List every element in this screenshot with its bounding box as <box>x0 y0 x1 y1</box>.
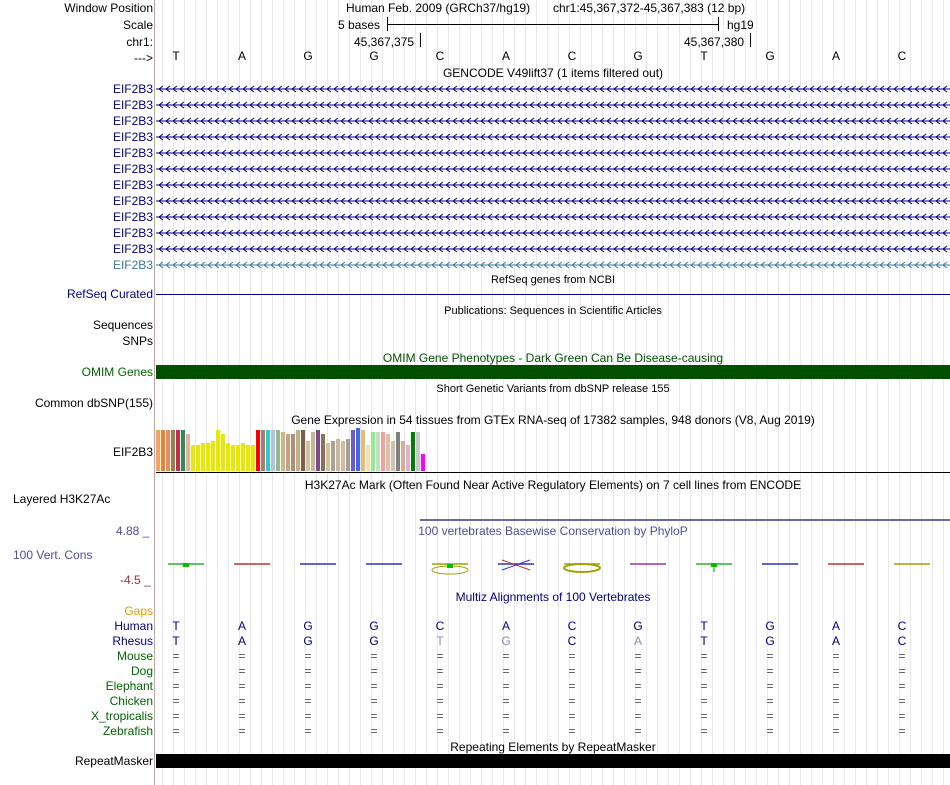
gtex-bar[interactable] <box>411 432 415 471</box>
alignment-base: = <box>436 709 444 723</box>
alignment-base: = <box>832 649 840 663</box>
gtex-bar[interactable] <box>321 434 325 471</box>
scale-bar <box>387 17 719 31</box>
snps-label[interactable]: SNPs <box>122 334 153 348</box>
alignment-base: = <box>172 679 180 693</box>
alignment-base: C <box>435 619 445 633</box>
alignment-base: A <box>633 634 642 648</box>
gtex-bar[interactable] <box>396 432 400 471</box>
base-letter: A <box>501 49 510 63</box>
alignment-base: T <box>436 634 444 648</box>
alignment-base: A <box>831 619 840 633</box>
gtex-bar[interactable] <box>311 432 315 471</box>
scale-text: 5 bases <box>338 18 381 32</box>
gtex-bar[interactable] <box>181 430 185 471</box>
gencode-gene-line[interactable] <box>156 99 950 113</box>
gencode-item-label[interactable]: EIF2B3 <box>112 242 153 256</box>
gtex-bar[interactable] <box>206 443 210 471</box>
alignment-base: = <box>634 649 642 663</box>
alignment-base: = <box>172 664 180 678</box>
base-letter: C <box>897 49 907 63</box>
gencode-item-label[interactable]: EIF2B3 <box>112 210 153 224</box>
gtex-bar[interactable] <box>361 430 365 471</box>
gencode-item-label[interactable]: EIF2B3 <box>112 226 153 240</box>
alignment-base: G <box>369 634 379 648</box>
alignment-base: = <box>436 724 444 738</box>
alignment-base: = <box>370 649 378 663</box>
alignment-base: = <box>832 664 840 678</box>
alignment-base: = <box>568 679 576 693</box>
gtex-bar[interactable] <box>266 430 270 471</box>
alignment-base: = <box>172 709 180 723</box>
species-label[interactable]: Mouse <box>116 649 153 663</box>
gencode-gene-line[interactable] <box>156 211 950 225</box>
gtex-bar[interactable] <box>416 432 420 471</box>
alignment-base: = <box>370 724 378 738</box>
gtex-bar[interactable] <box>276 430 280 471</box>
gtex-bar[interactable] <box>401 441 405 471</box>
gtex-bar[interactable] <box>231 445 235 471</box>
window-position-label[interactable]: Window Position <box>64 1 153 15</box>
alignment-base: C <box>567 634 577 648</box>
gtex-bar[interactable] <box>306 441 310 471</box>
alignment-base: = <box>898 664 906 678</box>
gtex-bar[interactable] <box>336 439 340 471</box>
gtex-bar[interactable] <box>176 430 180 471</box>
gtex-bar[interactable] <box>186 434 190 471</box>
alignment-base: T <box>172 634 180 648</box>
alignment-base: = <box>172 724 180 738</box>
gencode-item-label[interactable]: EIF2B3 <box>112 98 153 112</box>
alignment-base: = <box>238 679 246 693</box>
gencode-gene-line[interactable] <box>156 195 950 209</box>
position-text: chr1:45,367,372-45,367,383 (12 bp) <box>553 1 746 15</box>
repeat-title[interactable]: Repeating Elements by RepeatMasker <box>450 740 656 754</box>
gtex-bar[interactable] <box>326 443 330 471</box>
db-text: hg19 <box>727 18 754 32</box>
alignment-base: = <box>238 664 246 678</box>
alignment-base: = <box>238 694 246 708</box>
alignment-base: = <box>304 694 312 708</box>
cons-min-label: -4.5 _ <box>120 573 151 587</box>
alignment-base: = <box>634 724 642 738</box>
alignment-base: G <box>369 619 379 633</box>
gtex-bar[interactable] <box>341 441 345 471</box>
gtex-bar[interactable] <box>261 430 265 471</box>
alignment-base: A <box>501 619 510 633</box>
chrom-label[interactable]: chr1: <box>126 35 153 49</box>
alignment-base: = <box>568 694 576 708</box>
gtex-label[interactable]: EIF2B3 <box>112 445 153 459</box>
alignment-base: = <box>172 694 180 708</box>
species-label[interactable]: Elephant <box>105 679 153 693</box>
scale-label[interactable]: Scale <box>122 18 153 32</box>
alignment-base: = <box>766 724 774 738</box>
alignment-base: = <box>634 709 642 723</box>
alignment-base: = <box>502 679 510 693</box>
gencode-item-label[interactable]: EIF2B3 <box>112 146 153 160</box>
gtex-bar[interactable] <box>196 445 200 471</box>
gtex-bar[interactable] <box>241 443 245 471</box>
base-letter: G <box>633 49 643 63</box>
gtex-bar[interactable] <box>226 443 230 471</box>
alignment-base: A <box>237 619 246 633</box>
base-letter: T <box>700 49 708 63</box>
alignment-base: = <box>436 664 444 678</box>
gtex-bar[interactable] <box>256 430 260 471</box>
alignment-base: T <box>700 634 708 648</box>
h3k27ac-signal[interactable] <box>420 519 950 521</box>
gtex-bar[interactable] <box>171 430 175 471</box>
alignment-base: = <box>832 679 840 693</box>
coord-right-tick <box>750 33 751 47</box>
gtex-title[interactable]: Gene Expression in 54 tissues from GTEx RNA-seq of 17382 samples, 948 donors (V8, Aug 2019) <box>291 413 815 427</box>
track-labels <box>0 0 153 785</box>
alignment-base: = <box>766 664 774 678</box>
alignment-base: = <box>370 679 378 693</box>
gencode-item-label[interactable]: EIF2B3 <box>112 82 153 96</box>
species-label[interactable]: Zebrafish <box>102 724 153 738</box>
gtex-bar[interactable] <box>211 441 215 471</box>
base-letter: C <box>435 49 445 63</box>
alignment-base: G <box>765 619 775 633</box>
alignment-base: = <box>898 679 906 693</box>
base-letter: A <box>237 49 246 63</box>
h3k27ac-title[interactable]: H3K27Ac Mark (Often Found Near Active Regulatory Elements) on 7 cell lines from ENCODE <box>304 478 802 492</box>
alignment-base: = <box>304 709 312 723</box>
alignment-base: = <box>370 694 378 708</box>
base-letter: G <box>765 49 775 63</box>
alignment-base: = <box>700 694 708 708</box>
gtex-bar[interactable] <box>381 432 385 471</box>
alignment-base: A <box>237 634 246 648</box>
h3k27ac-label[interactable]: Layered H3K27Ac <box>13 492 111 506</box>
alignment-base: = <box>304 664 312 678</box>
gaps-label[interactable]: Gaps <box>124 604 153 618</box>
gtex-bar[interactable] <box>251 445 255 471</box>
repeatmasker-label[interactable]: RepeatMasker <box>74 754 153 768</box>
assembly-text: Human Feb. 2009 (GRCh37/hg19) <box>346 1 531 15</box>
alignment-base: C <box>567 619 577 633</box>
base-letter: A <box>831 49 840 63</box>
alignment-base: = <box>436 694 444 708</box>
cons-plot[interactable] <box>156 550 950 582</box>
repeat-block[interactable] <box>156 754 950 768</box>
alignment-base: = <box>634 694 642 708</box>
gencode-gene-line[interactable] <box>156 147 950 161</box>
alignment-base: = <box>304 679 312 693</box>
alignment-base: = <box>700 709 708 723</box>
alignment-base: = <box>832 694 840 708</box>
gtex-bar[interactable] <box>421 454 425 471</box>
gtex-bar[interactable] <box>291 434 295 471</box>
gencode-gene-line[interactable] <box>156 227 950 241</box>
alignment-base: = <box>568 664 576 678</box>
alignment-base: T <box>172 619 180 633</box>
alignment-base: = <box>766 709 774 723</box>
alignment-base: = <box>634 679 642 693</box>
gtex-bar[interactable] <box>371 432 375 471</box>
alignment-base: = <box>502 709 510 723</box>
alignment-base: = <box>436 649 444 663</box>
dbsnp-title[interactable]: Short Genetic Variants from dbSNP release 155 <box>436 383 670 395</box>
alignment-base: = <box>304 649 312 663</box>
gtex-bar[interactable] <box>166 430 170 471</box>
gtex-bar[interactable] <box>271 430 275 471</box>
alignment-base: G <box>633 619 643 633</box>
alignment-base: = <box>700 679 708 693</box>
alignment-base: = <box>766 649 774 663</box>
gencode-gene-line[interactable] <box>156 115 950 129</box>
alignment-base: G <box>303 634 313 648</box>
gencode-gene-line[interactable] <box>156 243 950 257</box>
gtex-bar[interactable] <box>391 441 395 471</box>
species-label[interactable]: Dog <box>130 664 153 678</box>
alignment-base: = <box>172 649 180 663</box>
alignment-base: = <box>502 724 510 738</box>
refseq-title[interactable]: RefSeq genes from NCBI <box>490 274 616 286</box>
gencode-item-label[interactable]: EIF2B3 <box>112 194 153 208</box>
gtex-bar[interactable] <box>301 430 305 471</box>
refseq-gene-line[interactable] <box>156 294 950 295</box>
gtex-bar[interactable] <box>376 432 380 471</box>
species-label[interactable]: Human <box>114 619 153 633</box>
alignment-base: = <box>832 709 840 723</box>
gtex-bar[interactable] <box>366 445 370 471</box>
gtex-bar[interactable] <box>221 434 225 471</box>
species-label[interactable]: X_tropicalis <box>90 709 153 723</box>
alignment-base: = <box>766 679 774 693</box>
gtex-bar-chart[interactable] <box>156 428 536 471</box>
alignment-base: = <box>832 724 840 738</box>
dbsnp-label[interactable]: Common dbSNP(155) <box>34 396 153 410</box>
gencode-gene-line[interactable] <box>156 259 950 273</box>
alignment-base: G <box>303 619 313 633</box>
coord-right: 45,367,380 <box>684 35 745 49</box>
label-separator <box>154 0 155 785</box>
gtex-bar[interactable] <box>286 434 290 471</box>
alignment-base: C <box>897 634 907 648</box>
alignment-base: = <box>436 679 444 693</box>
alignment-base: G <box>501 634 511 648</box>
strand-label[interactable]: ---> <box>134 51 153 65</box>
cons-mark <box>447 564 453 568</box>
gtex-bar[interactable] <box>386 434 390 471</box>
base-letter: T <box>172 49 180 63</box>
alignment-base: = <box>898 694 906 708</box>
gtex-bar[interactable] <box>246 445 250 471</box>
sequences-label[interactable]: Sequences <box>92 318 153 332</box>
gtex-bar[interactable] <box>316 430 320 471</box>
alignment-base: = <box>238 724 246 738</box>
multiz-title[interactable]: Multiz Alignments of 100 Vertebrates <box>455 590 651 604</box>
gencode-item-label[interactable]: EIF2B3 <box>112 178 153 192</box>
alignment-base: = <box>238 649 246 663</box>
omim-title[interactable]: OMIM Gene Phenotypes - Dark Green Can Be Disease-causing <box>382 351 724 365</box>
cons-mark <box>183 563 189 567</box>
base-letter: C <box>567 49 577 63</box>
species-label[interactable]: Rhesus <box>112 634 153 648</box>
gencode-gene-line[interactable] <box>156 163 950 177</box>
coord-left: 45,367,375 <box>354 35 415 49</box>
alignment-base: = <box>700 724 708 738</box>
gtex-bar[interactable] <box>156 430 160 471</box>
alignment-base: = <box>238 709 246 723</box>
alignment-base: = <box>898 724 906 738</box>
cons-mark <box>564 564 600 572</box>
track-area[interactable] <box>156 0 950 785</box>
gencode-item-label[interactable]: EIF2B3 <box>112 258 153 272</box>
gtex-bar[interactable] <box>236 445 240 471</box>
species-label[interactable]: Chicken <box>109 694 153 708</box>
gtex-bar[interactable] <box>351 430 355 471</box>
alignment-base: A <box>831 634 840 648</box>
gtex-bar[interactable] <box>281 432 285 471</box>
alignment-base: = <box>502 664 510 678</box>
base-letter: G <box>369 49 379 63</box>
cons-title[interactable]: 100 vertebrates Basewise Conservation by PhyloP <box>418 524 688 538</box>
gtex-bar[interactable] <box>406 445 410 471</box>
base-letter: G <box>303 49 313 63</box>
alignment-base: = <box>370 709 378 723</box>
alignment-base: = <box>898 649 906 663</box>
gtex-bar[interactable] <box>331 441 335 471</box>
gtex-baseline <box>156 472 950 473</box>
alignment-base: = <box>502 694 510 708</box>
alignment-base: C <box>897 619 907 633</box>
gtex-bar[interactable] <box>216 430 220 471</box>
alignment-base: = <box>568 724 576 738</box>
cons-max-label: 4.88 _ <box>116 524 150 538</box>
alignment-base: = <box>502 649 510 663</box>
alignment-base: = <box>304 724 312 738</box>
gencode-item-label[interactable]: EIF2B3 <box>112 114 153 128</box>
gencode-gene-line[interactable] <box>156 83 950 97</box>
gencode-gene-line[interactable] <box>156 179 950 193</box>
alignment-base: = <box>766 694 774 708</box>
alignment-base: = <box>634 664 642 678</box>
gencode-title[interactable]: GENCODE V49lift37 (1 items filtered out) <box>442 66 664 80</box>
alignment-base: G <box>765 634 775 648</box>
alignment-base: = <box>370 664 378 678</box>
pubs-title[interactable]: Publications: Sequences in Scientific Articles <box>444 305 662 317</box>
alignment-base: = <box>898 709 906 723</box>
alignment-base: T <box>700 619 708 633</box>
omim-block[interactable] <box>156 365 950 379</box>
gtex-bar[interactable] <box>191 445 195 471</box>
gencode-item-label[interactable]: EIF2B3 <box>112 130 153 144</box>
gtex-bar[interactable] <box>356 428 360 471</box>
alignment-base: = <box>568 709 576 723</box>
coord-left-tick <box>420 33 421 47</box>
gtex-bar[interactable] <box>201 443 205 471</box>
alignment-base: = <box>568 649 576 663</box>
omim-label[interactable]: OMIM Genes <box>81 365 153 379</box>
gtex-bar[interactable] <box>296 430 300 471</box>
alignment-base: = <box>700 664 708 678</box>
cons-label[interactable]: 100 Vert. Cons <box>13 548 93 562</box>
refseq-label[interactable]: RefSeq Curated <box>66 287 153 301</box>
alignment-base: = <box>700 649 708 663</box>
gencode-gene-line[interactable] <box>156 131 950 145</box>
gtex-bar[interactable] <box>346 439 350 471</box>
gencode-item-label[interactable]: EIF2B3 <box>112 162 153 176</box>
gtex-bar[interactable] <box>161 430 165 471</box>
